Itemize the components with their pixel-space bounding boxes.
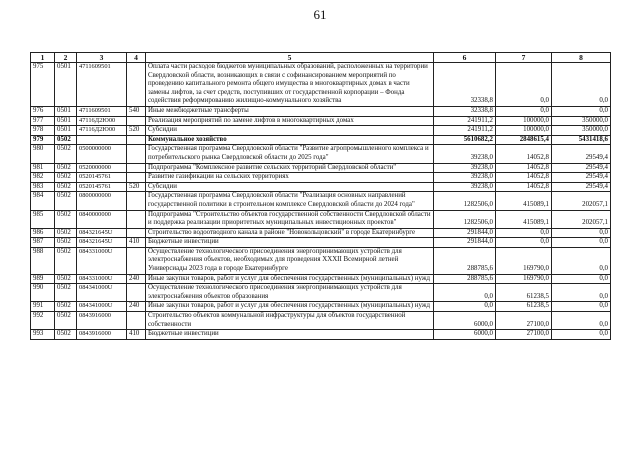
amount-cell: 27100,0 (496, 312, 552, 330)
amount-cell: 241911,2 (434, 126, 496, 136)
amount-cell: 1282506,0 (434, 210, 496, 228)
section-code-cell: 0502 (55, 163, 77, 173)
description-cell: Развитие газификации на сельских территориях (146, 173, 434, 183)
row-number-cell: 987 (31, 238, 55, 248)
description-cell: Государственная программа Свердловской области "Реализация основных направлений государственной политики в строительном комплексе Свердловской области до 2024 года" (146, 192, 434, 210)
amount-cell: 0,0 (552, 106, 611, 116)
budget-table (30, 52, 611, 340)
expense-type-cell (127, 135, 146, 145)
target-code-cell: 0800000000 (77, 192, 127, 210)
amount-cell: 415089,1 (496, 210, 552, 228)
expense-type-cell: 240 (127, 274, 146, 284)
amount-cell: 1282506,0 (434, 192, 496, 210)
row-number-cell: 978 (31, 126, 55, 136)
amount-cell: 0,0 (496, 63, 552, 107)
amount-cell: 39238,0 (434, 173, 496, 183)
column-header: 3 (77, 53, 127, 63)
table-row (31, 106, 611, 116)
section-code-cell: 0501 (55, 106, 77, 116)
header-row (31, 53, 611, 63)
amount-cell: 14052,8 (496, 163, 552, 173)
row-number-cell: 991 (31, 302, 55, 312)
amount-cell: 32338,8 (434, 106, 496, 116)
amount-cell: 100000,0 (496, 126, 552, 136)
table-row (31, 210, 611, 228)
expense-type-cell (127, 192, 146, 210)
row-number-cell: 982 (31, 173, 55, 183)
description-cell: Субсидии (146, 126, 434, 136)
expense-type-cell: 240 (127, 302, 146, 312)
description-cell: Иные закупки товаров, работ и услуг для обеспечения государственных (муниципальных) нужд (146, 274, 434, 284)
amount-cell: 6000,0 (434, 330, 496, 340)
amount-cell: 39238,0 (434, 145, 496, 163)
amount-cell: 202057,1 (552, 192, 611, 210)
amount-cell: 29549,4 (552, 163, 611, 173)
amount-cell: 2848615,4 (496, 135, 552, 145)
column-header: 2 (55, 53, 77, 63)
target-code-cell: 0843916000 (77, 330, 127, 340)
table-row (31, 228, 611, 238)
table-row (31, 238, 611, 248)
expense-type-cell: 520 (127, 182, 146, 192)
row-number-cell: 986 (31, 228, 55, 238)
description-cell: Бюджетные инвестиции (146, 238, 434, 248)
amount-cell: 29549,4 (552, 173, 611, 183)
row-number-cell: 989 (31, 274, 55, 284)
section-code-cell: 0501 (55, 126, 77, 136)
amount-cell: 27100,0 (496, 330, 552, 340)
amount-cell: 169790,0 (496, 274, 552, 284)
amount-cell: 288785,6 (434, 247, 496, 274)
column-header: 5 (146, 53, 434, 63)
amount-cell: 291844,0 (434, 228, 496, 238)
row-number-cell: 981 (31, 163, 55, 173)
row-number-cell: 985 (31, 210, 55, 228)
target-code-cell: 0843916000 (77, 312, 127, 330)
section-code-cell: 0502 (55, 284, 77, 302)
description-cell: Строительство объектов коммунальной инфраструктуры для объектов государственной собственности (146, 312, 434, 330)
expense-type-cell: 410 (127, 238, 146, 248)
table-row (31, 116, 611, 126)
amount-cell: 415089,1 (496, 192, 552, 210)
section-code-cell: 0502 (55, 274, 77, 284)
amount-cell: 14052,8 (496, 145, 552, 163)
amount-cell: 39238,0 (434, 163, 496, 173)
description-cell: Подпрограмма "Строительство объектов государственной собственности Свердловской области и поддержка реализации приоритетных муниципальных инвестиционных проектов" (146, 210, 434, 228)
amount-cell: 350000,0 (552, 126, 611, 136)
target-code-cell: 084321645U (77, 238, 127, 248)
section-code-cell: 0502 (55, 302, 77, 312)
expense-type-cell (127, 210, 146, 228)
target-code-cell: 084341000U (77, 302, 127, 312)
row-number-cell: 983 (31, 182, 55, 192)
section-code-cell: 0502 (55, 145, 77, 163)
target-code-cell: 084331000U (77, 274, 127, 284)
amount-cell: 0,0 (552, 247, 611, 274)
section-code-cell: 0502 (55, 173, 77, 183)
description-cell: Оплата части расходов бюджетов муниципальных образований, расположенных на территории Свердловской области, возникающих в связи с софинансированием мероприятий по проведению капитального ремонта общего имущества в многоквартирных домах в части замены лифтов, за счет средств, поступивших от государственной корпорации – Фонда содействия реформированию жилищно-коммунального хозяйства (146, 63, 434, 107)
description-cell: Государственная программа Свердловской области "Развитие агропромышленного комплекса и потребительского рынка Свердловской области до 2025 года" (146, 145, 434, 163)
amount-cell: 169790,0 (496, 247, 552, 274)
table-row (31, 63, 611, 107)
row-number-cell: 984 (31, 192, 55, 210)
target-code-cell: 0520145761 (77, 173, 127, 183)
expense-type-cell (127, 63, 146, 107)
section-code-cell: 0502 (55, 228, 77, 238)
table-row (31, 330, 611, 340)
description-cell: Реализация мероприятий по замене лифтов в многоквартирных домах (146, 116, 434, 126)
expense-type-cell: 520 (127, 126, 146, 136)
expense-type-cell (127, 247, 146, 274)
section-code-cell: 0502 (55, 182, 77, 192)
table-row (31, 145, 611, 163)
section-code-cell: 0502 (55, 135, 77, 145)
table-row (31, 302, 611, 312)
amount-cell: 6000,0 (434, 312, 496, 330)
description-cell: Иные закупки товаров, работ и услуг для обеспечения государственных (муниципальных) нужд (146, 302, 434, 312)
amount-cell: 0,0 (496, 238, 552, 248)
table-row (31, 126, 611, 136)
column-header: 1 (31, 53, 55, 63)
amount-cell: 288785,6 (434, 274, 496, 284)
amount-cell: 100000,0 (496, 116, 552, 126)
table-row (31, 182, 611, 192)
table-row (31, 284, 611, 302)
expense-type-cell (127, 284, 146, 302)
amount-cell: 29549,4 (552, 145, 611, 163)
description-cell: Осуществление технологического присоединения энергопринимающих устройств для электроснабжения объектов, необходимых для проведения XXXII Всемирной летней Универсиады 2023 года в городе Екатеринбурге (146, 247, 434, 274)
expense-type-cell: 540 (127, 106, 146, 116)
row-number-cell: 990 (31, 284, 55, 302)
section-code-cell: 0501 (55, 63, 77, 107)
target-code-cell: 4711609501 (77, 106, 127, 116)
description-cell: Осуществление технологического присоединения энергопринимающих устройств для электроснабжения объектов образования (146, 284, 434, 302)
amount-cell: 0,0 (552, 238, 611, 248)
amount-cell: 350000,0 (552, 116, 611, 126)
amount-cell: 0,0 (496, 228, 552, 238)
amount-cell: 0,0 (552, 228, 611, 238)
amount-cell: 0,0 (434, 302, 496, 312)
amount-cell: 291844,0 (434, 238, 496, 248)
expense-type-cell (127, 145, 146, 163)
amount-cell: 39238,0 (434, 182, 496, 192)
row-number-cell: 979 (31, 135, 55, 145)
table-row (31, 312, 611, 330)
amount-cell: 14052,8 (496, 182, 552, 192)
table-row (31, 247, 611, 274)
description-cell: Иные межбюджетные трансферты (146, 106, 434, 116)
amount-cell: 0,0 (552, 63, 611, 107)
description-cell: Строительство водоотводного канала в районе "Новокольцовский" в городе Екатеринбурге (146, 228, 434, 238)
column-header: 4 (127, 53, 146, 63)
expense-type-cell (127, 116, 146, 126)
amount-cell: 0,0 (552, 274, 611, 284)
section-code-cell: 0501 (55, 116, 77, 126)
target-code-cell: 0500000000 (77, 145, 127, 163)
row-number-cell: 988 (31, 247, 55, 274)
column-header: 8 (552, 53, 611, 63)
expense-type-cell: 410 (127, 330, 146, 340)
section-code-cell: 0502 (55, 210, 77, 228)
table-row (31, 192, 611, 210)
target-code-cell: 084321645U (77, 228, 127, 238)
row-number-cell: 975 (31, 63, 55, 107)
expense-type-cell (127, 228, 146, 238)
column-header: 6 (434, 53, 496, 63)
target-code-cell: 0840000000 (77, 210, 127, 228)
target-code-cell: 47116Д2Ю00 (77, 126, 127, 136)
amount-cell: 241911,2 (434, 116, 496, 126)
target-code-cell: 084341000U (77, 284, 127, 302)
amount-cell: 0,0 (496, 106, 552, 116)
target-code-cell: 47116Д2Ю00 (77, 116, 127, 126)
row-number-cell: 976 (31, 106, 55, 116)
section-code-cell: 0502 (55, 247, 77, 274)
section-code-cell: 0502 (55, 330, 77, 340)
amount-cell: 5431418,6 (552, 135, 611, 145)
row-number-cell: 993 (31, 330, 55, 340)
amount-cell: 0,0 (552, 312, 611, 330)
table-row (31, 173, 611, 183)
amount-cell: 32338,8 (434, 63, 496, 107)
target-code-cell: 0520145761 (77, 182, 127, 192)
expense-type-cell (127, 312, 146, 330)
amount-cell: 29549,4 (552, 182, 611, 192)
amount-cell: 5610682,2 (434, 135, 496, 145)
row-number-cell: 992 (31, 312, 55, 330)
description-cell: Коммунальное хозяйство (146, 135, 434, 145)
description-cell: Бюджетные инвестиции (146, 330, 434, 340)
table-row (31, 274, 611, 284)
target-code-cell (77, 135, 127, 145)
row-number-cell: 980 (31, 145, 55, 163)
target-code-cell: 084331000U (77, 247, 127, 274)
amount-cell: 0,0 (552, 284, 611, 302)
description-cell: Субсидии (146, 182, 434, 192)
amount-cell: 14052,8 (496, 173, 552, 183)
expense-type-cell (127, 173, 146, 183)
row-number-cell: 977 (31, 116, 55, 126)
section-code-cell: 0502 (55, 238, 77, 248)
table-row (31, 135, 611, 145)
description-cell: Подпрограмма "Комплексное развитие сельских территорий Свердловской области" (146, 163, 434, 173)
amount-cell: 0,0 (434, 284, 496, 302)
expense-type-cell (127, 163, 146, 173)
section-code-cell: 0502 (55, 312, 77, 330)
amount-cell: 0,0 (552, 330, 611, 340)
page-number: 61 (313, 7, 327, 22)
section-code-cell: 0502 (55, 192, 77, 210)
table-row (31, 163, 611, 173)
target-code-cell: 0520000000 (77, 163, 127, 173)
amount-cell: 61238,5 (496, 302, 552, 312)
column-header: 7 (496, 53, 552, 63)
amount-cell: 0,0 (552, 302, 611, 312)
target-code-cell: 4711609501 (77, 63, 127, 107)
amount-cell: 202057,1 (552, 210, 611, 228)
amount-cell: 61238,5 (496, 284, 552, 302)
